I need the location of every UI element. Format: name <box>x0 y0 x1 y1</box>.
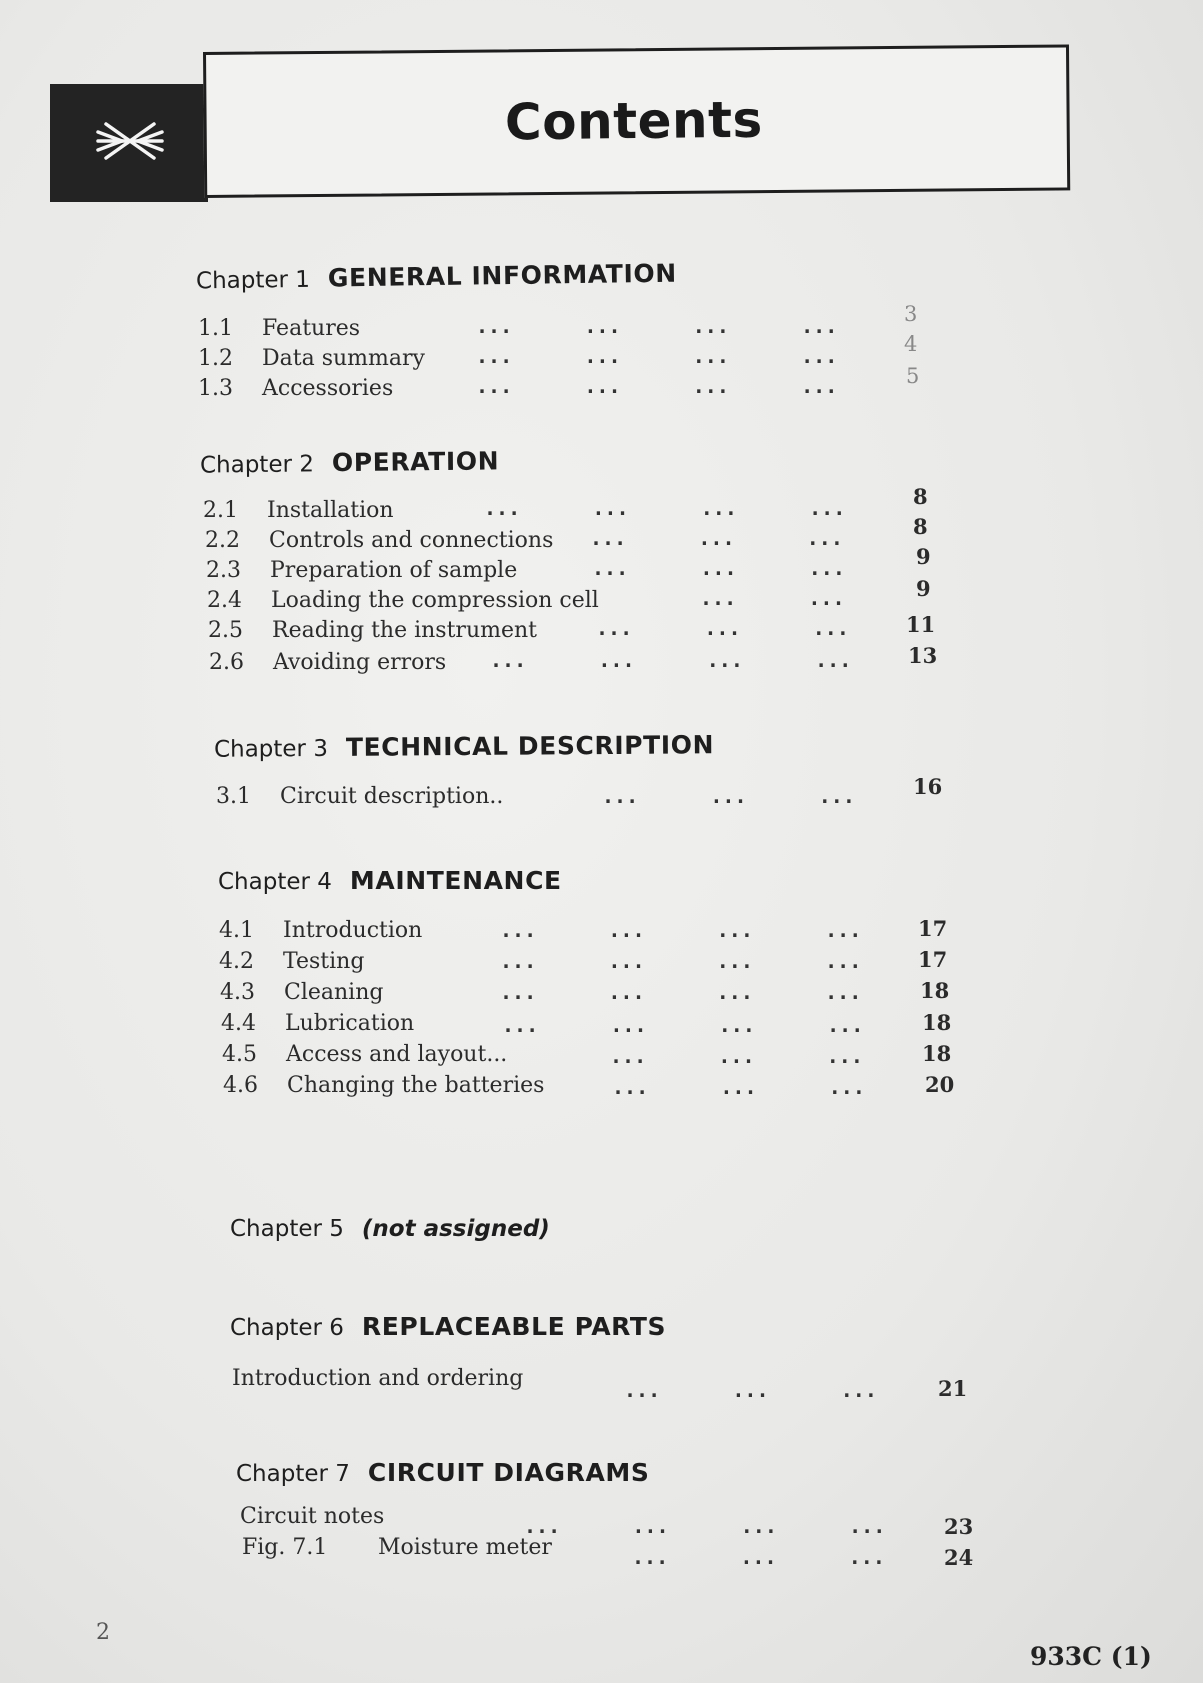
dot-leaders: ... ... ... ... <box>502 1013 864 1037</box>
page-number: 16 <box>913 774 943 799</box>
entry-number: 2.4 <box>207 588 242 613</box>
chapter-title: OPERATION <box>331 446 500 478</box>
chapter-title: CIRCUIT DIAGRAMS <box>367 1458 650 1487</box>
chapter-title: TECHNICAL DESCRIPTION <box>345 730 715 762</box>
entry-title: Preparation of sample <box>270 558 518 583</box>
entry-number: Fig. 7.1 <box>242 1535 328 1560</box>
toc-entry <box>198 376 393 401</box>
page-corner-mark: 2 <box>96 1620 110 1645</box>
dot-leaders: ... ... ... <box>612 1075 865 1099</box>
entry-title: Changing the batteries <box>287 1073 545 1098</box>
entry-title: Cleaning <box>284 980 384 1005</box>
entry-number: 4.5 <box>222 1042 257 1067</box>
chapter-heading <box>230 1312 666 1341</box>
chapter-number: Chapter 3 <box>213 735 329 763</box>
toc-entry <box>232 1366 523 1391</box>
entry-title: Loading the compression cell <box>271 588 599 613</box>
dot-leaders: ... ... ... <box>632 1545 885 1569</box>
dot-leaders: ... ... ... ... <box>476 314 838 338</box>
page-number: 4 <box>904 332 918 356</box>
toc-entry <box>206 558 517 583</box>
chapter-title: (not assigned) <box>361 1216 550 1242</box>
chapter-title: GENERAL INFORMATION <box>327 258 677 293</box>
entry-number: 2.5 <box>208 618 243 643</box>
entry-number: 4.2 <box>219 949 254 974</box>
toc-entry <box>220 980 383 1005</box>
entry-title: Circuit description.. <box>280 784 504 809</box>
page-number: 11 <box>906 612 936 637</box>
page-number: 21 <box>938 1376 968 1401</box>
dot-leaders: ... ... ... <box>610 1044 863 1068</box>
toc-entry <box>240 1504 384 1529</box>
dot-leaders: ... ... ... <box>590 526 843 550</box>
chapter-number: Chapter 5 <box>230 1216 344 1242</box>
page-number: 17 <box>918 947 948 972</box>
entry-number: 2.3 <box>206 558 241 583</box>
chapter-heading <box>200 446 499 478</box>
chapter-title: MAINTENANCE <box>349 866 562 895</box>
star-logo-icon <box>92 116 168 166</box>
dot-leaders: ... ... ... ... <box>500 918 862 942</box>
page-number: 8 <box>913 484 928 509</box>
page-number: 13 <box>908 643 938 668</box>
chapter-heading <box>236 1458 650 1487</box>
entry-number: 4.3 <box>220 980 255 1005</box>
dot-leaders: ... ... ... ... <box>500 949 862 973</box>
toc-entry <box>216 784 503 809</box>
page-number: 17 <box>918 916 948 941</box>
toc-entry <box>222 1042 507 1067</box>
entry-title: Access and layout... <box>286 1042 508 1067</box>
chapter-number: Chapter 2 <box>199 451 315 479</box>
entry-title: Introduction <box>283 918 423 943</box>
entry-title: Circuit notes <box>240 1504 385 1529</box>
dot-leaders: ... ... ... ... <box>476 374 838 398</box>
dot-leaders: ... ... ... <box>592 556 845 580</box>
entry-title: Data summary <box>262 346 425 371</box>
entry-number: 4.1 <box>219 918 254 943</box>
toc-entry <box>203 498 394 523</box>
page-number: 5 <box>906 364 920 388</box>
dot-leaders: ... ... <box>700 586 845 610</box>
page-number: 9 <box>916 576 931 601</box>
dot-leaders: ... ... ... <box>624 1378 877 1402</box>
toc-entry <box>223 1073 544 1098</box>
toc-entry <box>219 949 364 974</box>
entry-number: 2.1 <box>203 498 238 523</box>
entry-number: 2.2 <box>205 528 240 553</box>
entry-number: 2.6 <box>209 650 244 675</box>
entry-title: Moisture meter <box>378 1535 552 1560</box>
entry-title: Avoiding errors <box>273 650 447 675</box>
dot-leaders: ... ... ... <box>596 616 849 640</box>
toc-entry <box>205 528 553 553</box>
toc-entry <box>198 316 360 341</box>
dot-leaders: ... ... ... ... <box>490 648 852 672</box>
page-number: 9 <box>916 544 931 569</box>
toc-entry <box>209 650 446 675</box>
entry-title: Testing <box>283 949 365 974</box>
entry-title: Lubrication <box>285 1011 415 1036</box>
document-code: 933C (1) <box>1030 1642 1152 1671</box>
entry-title: Introduction and ordering <box>232 1366 524 1391</box>
page-number: 3 <box>904 302 918 326</box>
chapter-number: Chapter 7 <box>236 1461 350 1487</box>
page-title: Contents <box>504 90 764 152</box>
entry-number: 3.1 <box>216 784 251 809</box>
chapter-heading <box>230 1216 550 1242</box>
page-number: 18 <box>920 978 950 1003</box>
toc-entry <box>208 618 537 643</box>
page-number: 20 <box>925 1072 955 1097</box>
entry-title: Controls and connections <box>269 528 554 553</box>
toc-entry <box>221 1011 414 1036</box>
dot-leaders: ... ... ... ... <box>476 344 838 368</box>
chapter-heading <box>218 866 562 895</box>
entry-number: 4.4 <box>221 1011 256 1036</box>
page-number: 18 <box>922 1041 952 1066</box>
entry-title: Accessories <box>262 376 394 401</box>
page-number: 24 <box>944 1545 974 1570</box>
entry-title: Features <box>262 316 361 341</box>
chapter-number: Chapter 4 <box>218 869 332 895</box>
chapter-title: REPLACEABLE PARTS <box>361 1312 667 1341</box>
chapter-heading <box>214 730 714 762</box>
chapter-number: Chapter 6 <box>230 1315 344 1341</box>
toc-entry <box>242 1535 552 1560</box>
page-number: 18 <box>922 1010 952 1035</box>
dot-leaders: ... ... ... ... <box>484 496 846 520</box>
entry-title: Reading the instrument <box>272 618 537 643</box>
toc-entry <box>207 588 599 613</box>
entry-number: 1.1 <box>198 316 233 341</box>
dot-leaders: ... ... ... ... <box>500 980 862 1004</box>
entry-title: Installation <box>267 498 394 523</box>
entry-number: 1.3 <box>198 376 233 401</box>
toc-entry <box>219 918 422 943</box>
page-number: 8 <box>913 514 928 539</box>
dot-leaders: ... ... ... <box>602 784 855 808</box>
page-number: 23 <box>944 1514 974 1539</box>
chapter-number: Chapter 1 <box>195 266 311 295</box>
dot-leaders: ... ... ... ... <box>524 1514 886 1538</box>
entry-number: 1.2 <box>198 346 233 371</box>
toc-entry <box>198 346 425 371</box>
entry-number: 4.6 <box>223 1073 258 1098</box>
